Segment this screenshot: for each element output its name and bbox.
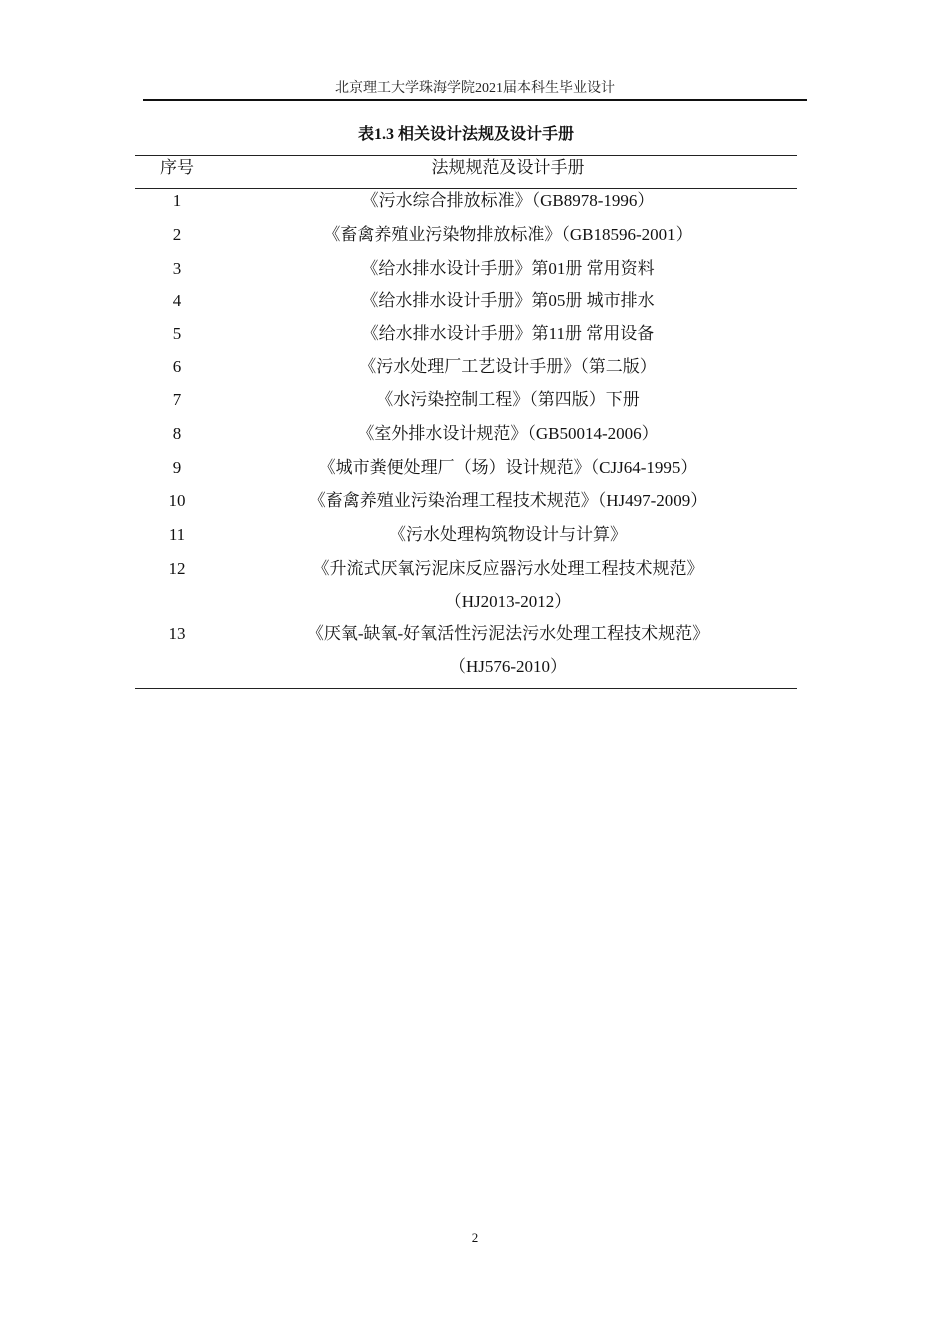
table-row-title-continuation: （HJ576-2010） <box>448 657 568 676</box>
table-row-number: 8 <box>172 424 182 443</box>
table-row-number: 9 <box>172 458 182 477</box>
column-header-title: 法规规范及设计手册 <box>431 158 585 177</box>
page-number: 2 <box>471 1230 479 1245</box>
table-row-title: 《给水排水设计手册》第01册 常用资料 <box>361 259 655 278</box>
table-row-number: 12 <box>168 559 186 578</box>
table-row-title: 《污水处理构筑物设计与计算》 <box>389 525 627 544</box>
table-row-number: 5 <box>172 324 182 343</box>
table-row-title-continuation: （HJ2013-2012） <box>444 592 572 611</box>
table-row-number: 2 <box>172 225 182 244</box>
table-row-number: 11 <box>168 525 186 544</box>
table-row-title: 《污水综合排放标准》（GB8978-1996） <box>361 191 655 210</box>
table-row-title: 《给水排水设计手册》第05册 城市排水 <box>361 291 655 310</box>
table-bottom-rule <box>135 688 797 689</box>
column-header-number: 序号 <box>160 158 194 177</box>
table-row-number: 1 <box>172 191 182 210</box>
table-row-title: 《厌氧-缺氧-好氧活性污泥法污水处理工程技术规范》 <box>306 624 710 643</box>
table-row-title: 《污水处理厂工艺设计手册》（第二版） <box>359 357 657 376</box>
table-row-title: 《城市粪便处理厂（场）设计规范》（CJJ64-1995） <box>318 458 698 477</box>
table-row-number: 10 <box>168 491 186 510</box>
table-row-number: 4 <box>172 291 182 310</box>
table-row-title: 《水污染控制工程》（第四版）下册 <box>376 390 640 409</box>
table-row-number: 3 <box>172 259 182 278</box>
table-row-title: 《室外排水设计规范》（GB50014-2006） <box>357 424 659 443</box>
table-row-number: 13 <box>168 624 186 643</box>
header-rule <box>143 99 807 101</box>
table-row-title: 《畜禽养殖业污染治理工程技术规范》（HJ497-2009） <box>308 491 708 510</box>
table-caption: 表1.3 相关设计法规及设计手册 <box>357 126 574 143</box>
table-row-title: 《给水排水设计手册》第11册 常用设备 <box>361 324 655 343</box>
table-row-title: 《升流式厌氧污泥床反应器污水处理工程技术规范》 <box>312 559 704 578</box>
table-row-number: 6 <box>172 357 182 376</box>
running-header: 北京理工大学珠海学院2021届本科生毕业设计 <box>335 81 615 96</box>
table-row-title: 《畜禽养殖业污染物排放标准》（GB18596-2001） <box>323 225 693 244</box>
table-row-number: 7 <box>172 390 182 409</box>
